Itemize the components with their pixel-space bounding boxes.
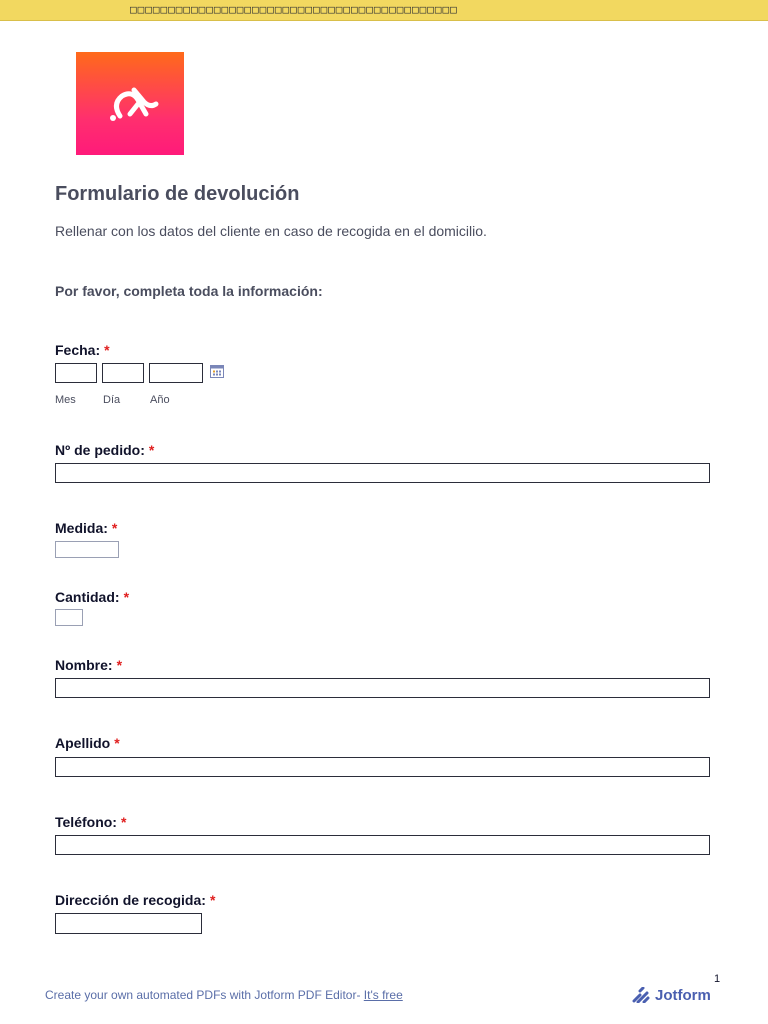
direccion-label-text: Dirección de recogida: — [55, 892, 206, 908]
cantidad-label-text: Cantidad: — [55, 589, 120, 605]
form-instruction: Por favor, completa toda la información: — [55, 283, 323, 299]
direccion-label — [55, 892, 215, 908]
telefono-input[interactable] — [55, 835, 710, 855]
form-title: Formulario de devolución — [55, 183, 300, 205]
page-number: 1 — [714, 973, 721, 985]
apellido-input[interactable] — [55, 757, 710, 777]
footer-promo-text: Create your own automated PDFs with Jotform PDF Editor- — [45, 988, 364, 1002]
required-mark: * — [111, 520, 118, 536]
jotform-brand[interactable] — [632, 985, 711, 1005]
medida-label — [55, 520, 117, 536]
calendar-icon[interactable] — [210, 364, 224, 378]
footer-free-link[interactable]: It's free — [363, 988, 403, 1002]
apellido-label-text: Apellido — [55, 735, 111, 751]
fecha-label — [55, 342, 110, 358]
fecha-year-input[interactable] — [149, 363, 203, 383]
fecha-label-text: Fecha: — [55, 342, 101, 358]
required-mark: * — [104, 342, 110, 358]
required-mark: * — [120, 814, 127, 830]
required-mark: * — [123, 589, 130, 605]
form-subtitle: Rellenar con los datos del cliente en caso de recogida en el domicilio. — [55, 223, 487, 239]
fecha-month-sublabel: Mes — [55, 394, 76, 406]
jotform-brand-text: Jotform — [655, 986, 711, 1004]
nombre-label — [55, 657, 122, 673]
medida-label-text: Medida: — [55, 520, 108, 536]
medida-input[interactable] — [55, 541, 119, 558]
jotform-logo-icon — [632, 987, 650, 1003]
banner-text: □□□□□□□□□□□□□□□□□□□□□□□□□□□□□□□□□□□□□□□□□□□ — [130, 3, 458, 16]
top-banner — [0, 0, 768, 21]
required-mark: * — [148, 442, 155, 458]
app-logo-icon — [76, 52, 184, 155]
telefono-label — [55, 814, 126, 830]
fecha-day-input[interactable] — [102, 363, 144, 383]
required-mark: * — [116, 657, 123, 673]
telefono-label-text: Teléfono: — [55, 814, 117, 830]
cantidad-input[interactable] — [55, 609, 83, 626]
required-mark: * — [209, 892, 216, 908]
required-mark: * — [114, 735, 120, 751]
direccion-input[interactable] — [55, 913, 202, 934]
pedido-label — [55, 442, 154, 458]
apellido-label — [55, 735, 120, 751]
nombre-label-text: Nombre: — [55, 657, 113, 673]
pedido-label-text: Nº de pedido: — [55, 442, 145, 458]
nombre-input[interactable] — [55, 678, 710, 698]
fecha-year-sublabel: Año — [150, 394, 170, 406]
fecha-month-input[interactable] — [55, 363, 97, 383]
cantidad-label — [55, 589, 129, 605]
fecha-day-sublabel: Día — [103, 394, 121, 406]
pedido-input[interactable] — [55, 463, 710, 483]
footer-promo — [45, 988, 403, 1002]
